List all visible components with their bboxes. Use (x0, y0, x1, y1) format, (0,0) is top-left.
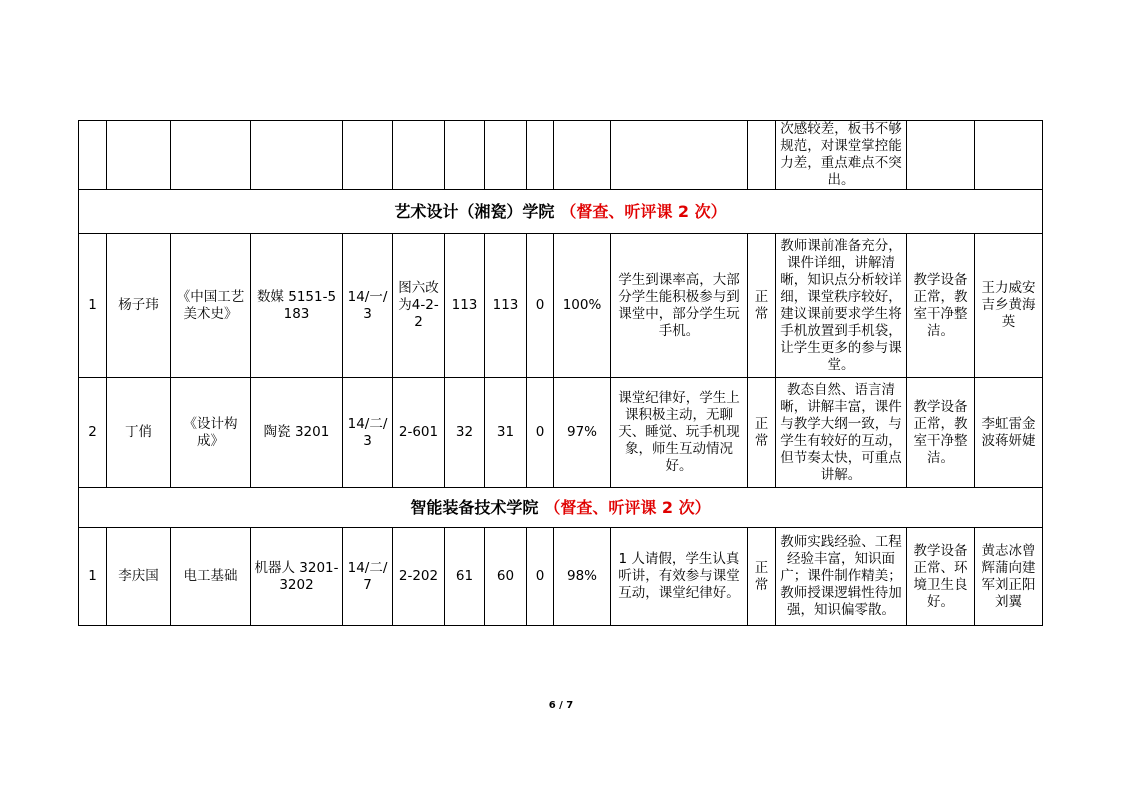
class-name: 数媒 5151-5183 (251, 234, 343, 378)
inspectors-cell: 黄志冰曾辉蒲向建军刘正阳刘翼 (975, 528, 1043, 626)
environment-cell: 教学设备正常，教室干净整洁。 (907, 378, 975, 488)
teacher-name: 李庆国 (107, 528, 171, 626)
evaluation-cell: 次感较差，板书不够规范，对课堂掌控能力差，重点难点不突出。 (776, 121, 907, 190)
week-slot: 14/二/7 (343, 528, 393, 626)
inspectors-cell: 王力威安吉乡黄海英 (975, 234, 1043, 378)
environment-cell: 教学设备正常，教室干净整洁。 (907, 234, 975, 378)
inspectors-cell: 李虹雷金波蒋妍婕 (975, 378, 1043, 488)
room: 图六改为4-2-2 (393, 234, 445, 378)
week-slot: 14/二/3 (343, 378, 393, 488)
inspection-table (78, 120, 1043, 626)
section-header (79, 190, 1043, 234)
attendance-rate: 98% (554, 528, 611, 626)
expected-count: 32 (445, 378, 485, 488)
attendance-rate: 97% (554, 378, 611, 488)
teacher-name: 杨子玮 (107, 234, 171, 378)
class-name: 陶瓷 3201 (251, 378, 343, 488)
discipline-cell: 课堂纪律好，学生上课积极主动，无聊天、睡觉、玩手机现象，师生互动情况好。 (611, 378, 748, 488)
week-slot: 14/一/3 (343, 234, 393, 378)
section-title: 艺术设计（湘瓷）学院 (394, 202, 555, 221)
status-cell: 正常 (748, 378, 776, 488)
row-number: 1 (79, 528, 107, 626)
evaluation-cell: 教师课前准备充分，课件详细，讲解清晰，知识点分析较详细，课堂秩序较好，建议课前要求学生将手机放置到手机袋，让学生更多的参与课堂。 (776, 234, 907, 378)
teacher-name: 丁俏 (107, 378, 171, 488)
actual-count: 31 (485, 378, 527, 488)
section-note: （督查、听评课 2 次） (544, 498, 711, 517)
expected-count: 113 (445, 234, 485, 378)
course-name: 《中国工艺美术史》 (171, 234, 251, 378)
class-name: 机器人 3201-3202 (251, 528, 343, 626)
section-title: 智能装备技术学院 (410, 498, 539, 517)
status-cell: 正常 (748, 528, 776, 626)
status-cell: 正常 (748, 234, 776, 378)
section-header (79, 488, 1043, 528)
table-row (79, 378, 1043, 488)
table-row (79, 528, 1043, 626)
course-name: 《设计构成》 (171, 378, 251, 488)
table-row (79, 121, 1043, 190)
evaluation-cell: 教态自然、语言清晰，讲解丰富，课件与教学大纲一致，与学生有较好的互动，但节奏太快，可重点讲解。 (776, 378, 907, 488)
table-row (79, 234, 1043, 378)
section-note: （督查、听评课 2 次） (560, 202, 727, 221)
row-number: 2 (79, 378, 107, 488)
environment-cell: 教学设备正常、环境卫生良好。 (907, 528, 975, 626)
discipline-cell: 学生到课率高，大部分学生能积极参与到课堂中，部分学生玩手机。 (611, 234, 748, 378)
actual-count: 113 (485, 234, 527, 378)
discipline-cell: 1 人请假，学生认真听讲，有效参与课堂互动，课堂纪律好。 (611, 528, 748, 626)
actual-count: 60 (485, 528, 527, 626)
room: 2-601 (393, 378, 445, 488)
absent-count: 0 (527, 378, 554, 488)
absent-count: 0 (527, 528, 554, 626)
room: 2-202 (393, 528, 445, 626)
evaluation-cell: 教师实践经验、工程经验丰富，知识面广；课件制作精美；教师授课逻辑性待加强，知识偏零散。 (776, 528, 907, 626)
attendance-rate: 100% (554, 234, 611, 378)
expected-count: 61 (445, 528, 485, 626)
course-name: 电工基础 (171, 528, 251, 626)
page-number: 6 / 7 (548, 700, 574, 711)
absent-count: 0 (527, 234, 554, 378)
row-number: 1 (79, 234, 107, 378)
